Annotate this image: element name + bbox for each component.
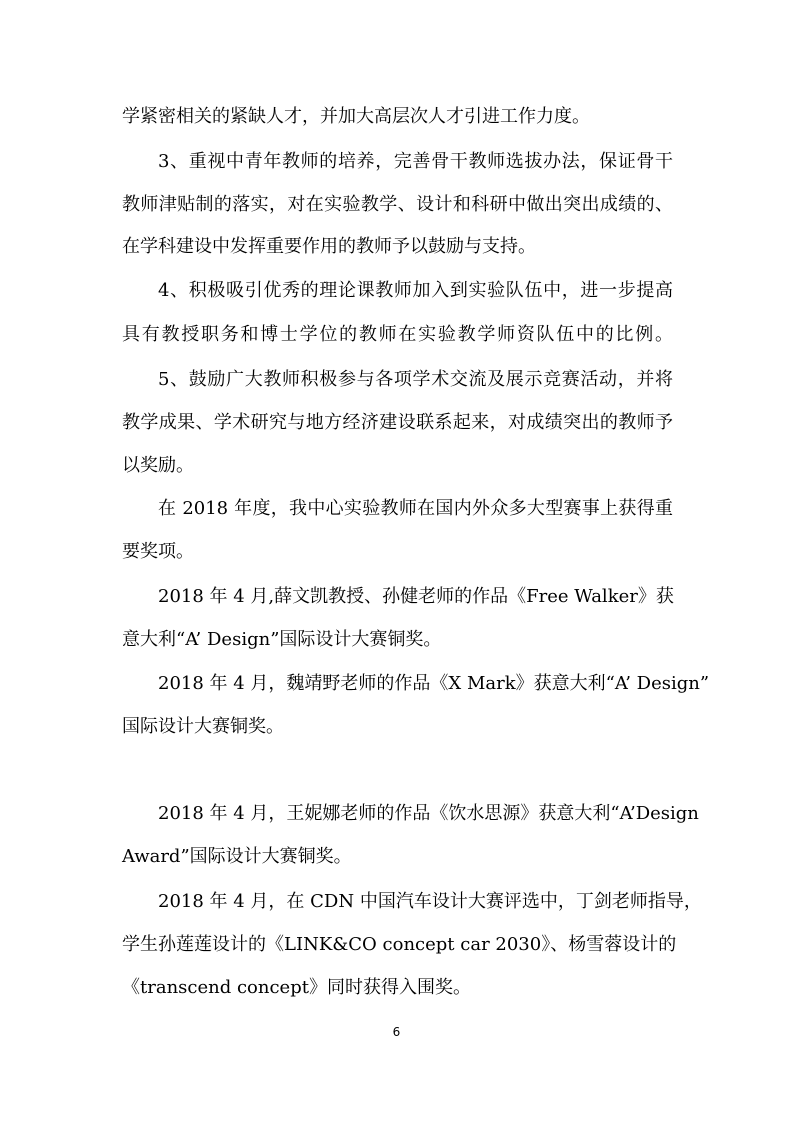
text-line: 2018 年 4 月,薛文凯教授、孙健老师的作品《Free Walker》获 bbox=[158, 586, 674, 607]
text-line: 4、积极吸引优秀的理论课教师加入到实验队伍中，进一步提高 bbox=[158, 280, 673, 301]
text-line: 2018 年 4 月，在 CDN 中国汽车设计大赛评选中，丁剑老师指导， bbox=[158, 891, 702, 912]
text-line: 具有教授职务和博士学位的教师在实验教学师资队伍中的比例。 bbox=[122, 324, 673, 345]
page-number: 6 bbox=[392, 1025, 401, 1039]
text-line: 5、鼓励广大教师积极参与各项学术交流及展示竞赛活动，并将 bbox=[158, 369, 673, 390]
text-line: 意大利“A’ Design”国际设计大赛铜奖。 bbox=[122, 629, 442, 650]
text-line: 学生孙莲莲设计的《LINK&CO concept car 2030》、杨雪蓉设计的 bbox=[122, 934, 677, 955]
text-line: 在学科建设中发挥重要作用的教师予以鼓励与支持。 bbox=[122, 236, 536, 257]
text-line: 2018 年 4 月，魏靖野老师的作品《X Mark》获意大利“A’ Design” bbox=[158, 673, 710, 694]
text-line: 2018 年 4 月，王妮娜老师的作品《饮水思源》获意大利“A’Design bbox=[158, 803, 699, 824]
text-line: 教师津贴制的落实，对在实验教学、设计和科研中做出突出成绩的、 bbox=[122, 194, 673, 215]
text-line: 学紧密相关的紧缺人才，并加大高层次人才引进工作力度。 bbox=[122, 106, 590, 127]
text-line: 在 2018 年度，我中心实验教师在国内外众多大型赛事上获得重 bbox=[158, 498, 673, 519]
text-line: Award”国际设计大赛铜奖。 bbox=[122, 846, 352, 867]
text-line: 《transcend concept》同时获得入围奖。 bbox=[122, 977, 471, 998]
text-line: 国际设计大赛铜奖。 bbox=[122, 716, 284, 737]
text-line: 3、重视中青年教师的培养，完善骨干教师选拔办法，保证骨干 bbox=[158, 151, 673, 172]
text-line: 要奖项。 bbox=[122, 541, 194, 562]
text-line: 以奖励。 bbox=[122, 455, 194, 476]
text-line: 教学成果、学术研究与地方经济建设联系起来，对成绩突出的教师予 bbox=[122, 412, 673, 433]
